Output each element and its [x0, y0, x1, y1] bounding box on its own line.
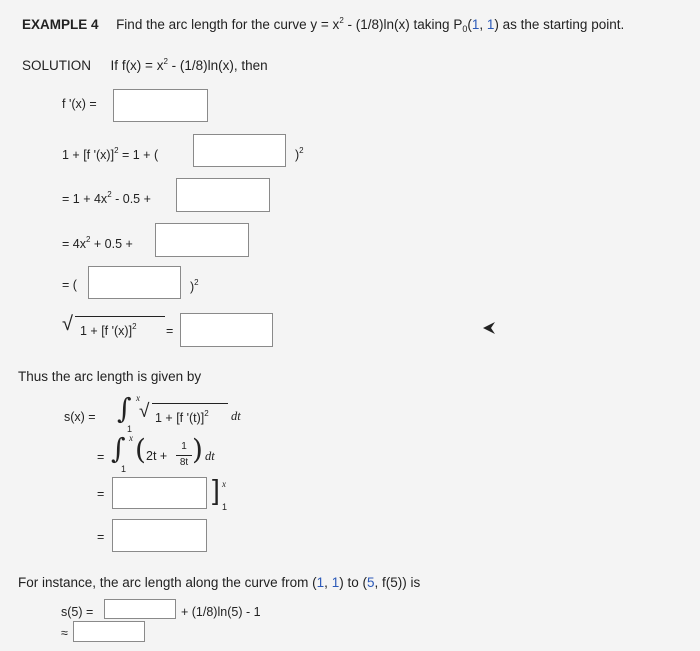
integral-upper-1: x — [136, 393, 140, 403]
frac-den: 8t — [179, 457, 189, 468]
sqrt-vinculum — [75, 316, 165, 317]
instance-text: For instance, the arc length along the curve from (1, 1) to (5, f(5)) is — [18, 575, 421, 590]
solution-label: SOLUTION — [22, 58, 92, 73]
sqrt-answer-box[interactable] — [180, 313, 273, 347]
line4-answer-box[interactable] — [88, 266, 181, 299]
line2-left: = $1 + 4x^2 - 0.5$ + — [62, 190, 151, 206]
fprime-answer-box[interactable] — [113, 89, 208, 122]
s5-plus-term: + (1/8)ln(5) - 1 — [181, 605, 261, 619]
equals-3: = — [97, 487, 105, 501]
equals-2: = — [97, 450, 105, 464]
paren-open: ( — [135, 433, 146, 466]
sqrt-symbol: √ — [62, 313, 73, 335]
line1-left: 1 + [f '(x)]$^2$ = 1 + ( — [62, 146, 159, 162]
two-t: 2t + — [146, 449, 168, 463]
sx-label: s(x) = — [64, 410, 96, 424]
dt-2: dt — [205, 449, 215, 463]
eval-upper: x — [222, 479, 226, 489]
solution-intro: SOLUTION If $f(x) = x^2 - (1/8)\ln(x)$, then — [22, 57, 268, 73]
eval-bracket: ] — [212, 474, 220, 505]
line4-left: = ( — [62, 278, 77, 292]
eval-lower: 1 — [222, 502, 228, 512]
arc-length-intro: Thus the arc length is given by — [18, 369, 202, 384]
problem-statement: EXAMPLE 4 Find the arc length for the curve $y = x^2 - (1/8)\ln(x)$ taking $P_0(1$, 1) as the starting point. — [22, 16, 625, 34]
sqrt-content: 1 + [f '(x)]$^2$ — [80, 322, 137, 338]
sqrt-symbol-2: √ — [139, 401, 150, 422]
starting-point: $P_0(1$, 1) — [453, 17, 499, 34]
integral-upper-2: x — [129, 433, 133, 443]
s5-answer-box[interactable] — [104, 599, 176, 619]
line3-left: = $4x^2 + 0.5$ + — [62, 235, 133, 251]
antiderivative-answer-box[interactable] — [112, 477, 207, 509]
line1-right: )$^2$ — [295, 146, 304, 162]
mouse-cursor-icon — [483, 320, 497, 336]
frac-line — [176, 455, 192, 456]
sqrt-vinculum-2 — [152, 403, 228, 404]
dt-1: dt — [231, 409, 241, 423]
line1-answer-box[interactable] — [193, 134, 286, 167]
problem-prefix: Find the arc length for the curve — [116, 17, 311, 32]
s5-label: s(5) = — [61, 605, 94, 619]
curve-equation: y = x — [310, 17, 340, 32]
integrand-1: 1 + [f '(t)]$^2$ — [155, 409, 209, 425]
approx-answer-box[interactable] — [73, 621, 145, 642]
frac-num: 1 — [181, 441, 187, 452]
sx-answer-box[interactable] — [112, 519, 207, 552]
integral-sign-2: ∫ — [111, 432, 126, 465]
sqrt-equals: = — [166, 324, 174, 338]
line2-answer-box[interactable] — [176, 178, 270, 212]
paren-close: ) — [192, 433, 203, 466]
integral-lower-2: 1 — [121, 464, 127, 474]
line4-right: )$^2$ — [190, 278, 199, 294]
line3-answer-box[interactable] — [155, 223, 249, 257]
equals-4: = — [97, 530, 105, 544]
approx-symbol: ≈ — [61, 626, 68, 640]
fprime-label: f '(x) = — [62, 97, 97, 111]
example-label: EXAMPLE 4 — [22, 17, 99, 32]
integral-sign-1: ∫ — [117, 392, 132, 425]
integral-lower-1: 1 — [127, 424, 133, 434]
